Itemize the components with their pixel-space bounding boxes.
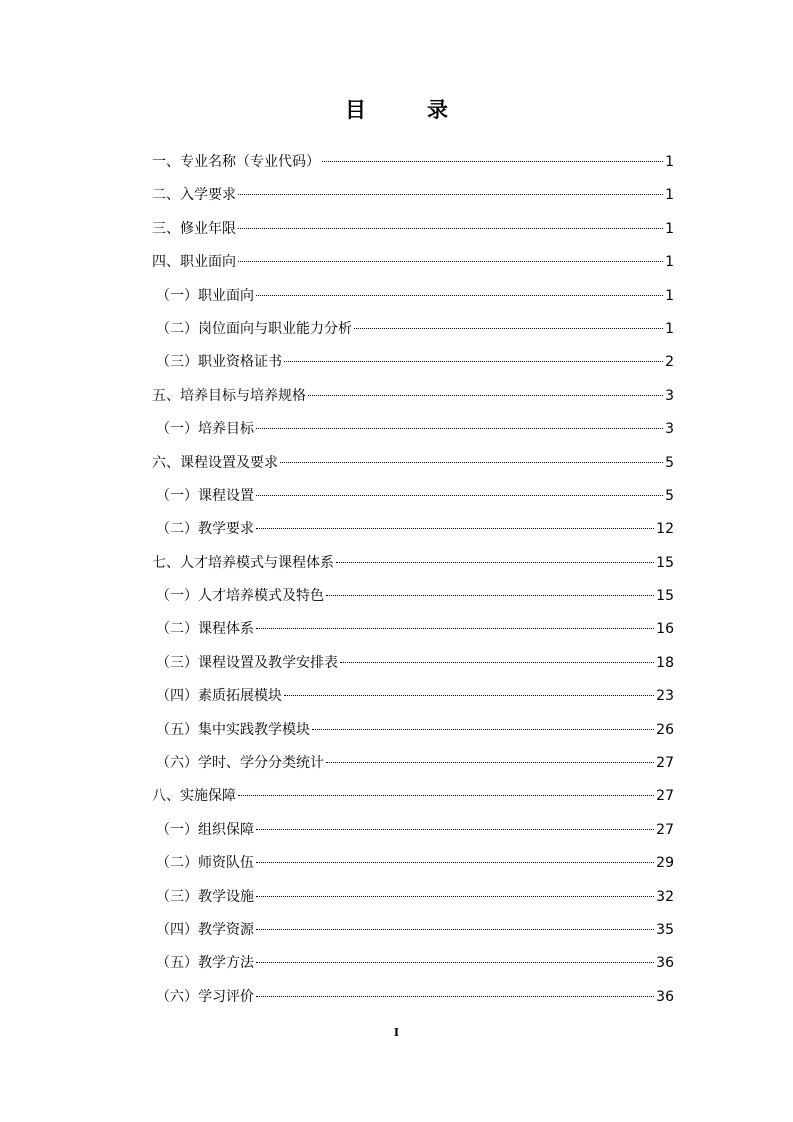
toc-entry-label: （三）课程设置及教学安排表 [156,654,338,671]
toc-entry-label: （二）教学要求 [156,521,254,538]
toc-entry[interactable] [152,947,674,980]
toc-entry-label: 八、实施保障 [152,788,236,805]
toc-entry-label: （三）教学设施 [156,888,254,905]
toc-entry[interactable] [152,380,674,413]
toc-dot-leader [354,328,663,329]
toc-entry-page-number: 1 [665,154,674,170]
toc-dot-leader [326,595,654,596]
toc-dot-leader [256,628,654,629]
toc-entry[interactable] [152,847,674,880]
toc-entry[interactable] [152,613,674,646]
toc-entry-label: （五）集中实践教学模块 [156,721,310,738]
toc-entry-label: （六）学习评价 [156,988,254,1005]
toc-entry-page-number: 1 [665,287,674,304]
toc-entry-label: 四、职业面向 [152,254,236,271]
toc-entry-label: 七、人才培养模式与课程体系 [152,554,334,571]
toc-dot-leader [238,194,663,195]
table-of-contents [152,146,674,1014]
toc-entry-page-number: 27 [656,755,674,772]
toc-entry[interactable] [152,981,674,1014]
toc-entry[interactable] [152,280,674,313]
toc-entry[interactable] [152,480,674,513]
toc-dot-leader [256,962,654,963]
toc-dot-leader [256,996,654,997]
toc-entry-page-number: 5 [665,454,674,471]
toc-dot-leader [238,795,654,796]
toc-entry[interactable] [152,680,674,713]
toc-entry-page-number: 32 [656,888,674,905]
toc-entry-label: 六、课程设置及要求 [152,454,278,471]
toc-entry-label: （二）岗位面向与职业能力分析 [156,320,352,337]
toc-entry-label: （一）人才培养模式及特色 [156,588,324,605]
toc-entry[interactable] [152,914,674,947]
toc-dot-leader [256,295,663,296]
toc-entry-label: （二）课程体系 [156,621,254,638]
toc-entry[interactable] [152,881,674,914]
toc-entry-label: 五、培养目标与培养规格 [152,387,306,404]
toc-entry-page-number: 15 [656,588,674,605]
toc-entry-label: （四）素质拓展模块 [156,688,282,705]
toc-entry-label: （一）课程设置 [156,487,254,504]
toc-entry-label: （四）教学资源 [156,921,254,938]
toc-dot-leader [256,495,663,496]
toc-dot-leader [238,228,663,229]
toc-entry[interactable] [152,213,674,246]
toc-entry-page-number: 1 [665,220,674,237]
toc-dot-leader [308,395,663,396]
toc-entry[interactable] [152,313,674,346]
toc-dot-leader [284,695,654,696]
toc-dot-leader [238,261,663,262]
toc-dot-leader [280,462,663,463]
toc-entry-label: （二）师资队伍 [156,855,254,872]
toc-entry-page-number: 29 [656,855,674,872]
toc-entry[interactable] [152,346,674,379]
toc-entry-page-number: 27 [656,788,674,805]
toc-entry[interactable] [152,413,674,446]
toc-entry-page-number: 12 [656,521,674,538]
toc-entry-label: 一、专业名称（专业代码） [152,154,320,170]
toc-entry-page-number: 27 [656,821,674,838]
toc-entry-label: （五）教学方法 [156,955,254,972]
toc-entry[interactable] [152,179,674,212]
toc-dot-leader [256,862,654,863]
toc-entry[interactable] [152,447,674,480]
toc-entry[interactable] [152,647,674,680]
toc-entry-page-number: 35 [656,921,674,938]
toc-entry-page-number: 18 [656,654,674,671]
toc-entry-page-number: 36 [656,955,674,972]
toc-dot-leader [256,428,663,429]
toc-dot-leader [336,562,654,563]
toc-entry[interactable] [152,246,674,279]
toc-entry-page-number: 3 [665,421,674,438]
toc-entry-page-number: 3 [665,387,674,404]
toc-entry-page-number: 36 [656,988,674,1005]
toc-dot-leader [256,829,654,830]
toc-entry-page-number: 2 [665,354,674,371]
page-number: I [393,1026,400,1039]
toc-entry-label: （一）职业面向 [156,287,254,304]
toc-entry-label: 三、修业年限 [152,220,236,237]
toc-entry-page-number: 1 [665,254,674,271]
toc-entry-page-number: 1 [665,187,674,204]
page-title: 目 录 [345,98,468,122]
toc-entry-page-number: 15 [656,554,674,571]
toc-entry-label: （六）学时、学分分类统计 [156,755,324,772]
toc-entry-page-number: 16 [656,621,674,638]
toc-entry-page-number: 5 [665,487,674,504]
toc-dot-leader [340,662,654,663]
toc-dot-leader [312,729,654,730]
toc-entry-label: （一）培养目标 [156,421,254,438]
toc-entry[interactable] [152,513,674,546]
toc-entry-page-number: 26 [656,721,674,738]
toc-dot-leader [284,361,663,362]
toc-dot-leader [326,762,654,763]
toc-entry-label: （一）组织保障 [156,821,254,838]
toc-dot-leader [256,528,654,529]
toc-entry-label: （三）职业资格证书 [156,354,282,371]
toc-entry-label: 二、入学要求 [152,187,236,204]
toc-dot-leader [322,161,663,162]
toc-entry[interactable] [152,814,674,847]
toc-entry[interactable] [152,146,674,179]
toc-entry[interactable] [152,714,674,747]
toc-entry-page-number: 1 [665,320,674,337]
toc-entry-page-number: 23 [656,688,674,705]
toc-entry[interactable] [152,747,674,780]
toc-entry[interactable] [152,580,674,613]
toc-entry[interactable] [152,780,674,813]
toc-entry[interactable] [152,547,674,580]
toc-dot-leader [256,896,654,897]
toc-dot-leader [256,929,654,930]
